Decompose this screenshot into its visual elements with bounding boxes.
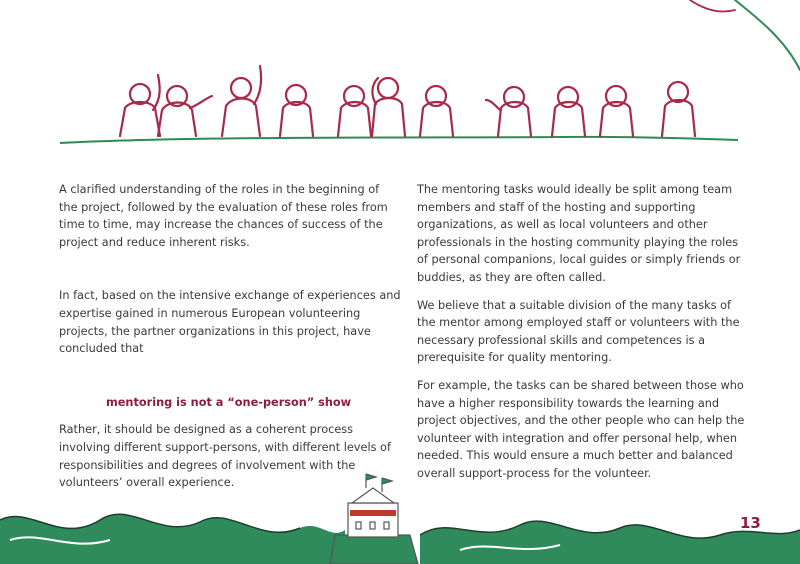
ground-line — [60, 137, 738, 143]
person-figure — [222, 66, 261, 136]
person-figure — [486, 87, 531, 136]
person-figure — [600, 86, 633, 136]
left-paragraph-1: A clarified understanding of the roles in the beginning of the project, followed by the evaluation of these roles from time to time, may increase the chances of success of the project and reduce inherent risks. — [59, 183, 388, 249]
right-paragraph-2: We believe that a suitable division of the many tasks of the mentor among employed staff or volunteers with the necessary professional skills and competences is a prerequisite for quality mentoring. — [417, 298, 740, 365]
left-paragraph-3: Rather, it should be designed as a coherent process involving different support-persons, with different levels of responsibilities and degrees of involvement with the volunteers’ overall experience. — [59, 423, 391, 490]
right-column — [417, 181, 752, 483]
right-paragraph-1: The mentoring tasks would ideally be split among team members and staff of the hosting and supporting organizations, as well as local volunteers and other professionals in the hosting community playing the roles of personal companions, local guides or simply friends or buddies, as they are often called. — [417, 183, 741, 284]
person-figure — [120, 75, 160, 136]
person-figure — [420, 86, 453, 136]
callout-heading: mentoring is not a “one-person” show — [106, 395, 352, 409]
left-column — [59, 181, 401, 492]
person-figure — [552, 87, 585, 136]
person-figure — [158, 86, 212, 136]
people-figures — [120, 66, 695, 136]
person-figure — [280, 85, 313, 136]
corner-swirl — [690, 0, 800, 70]
right-paragraph-3: For example, the tasks can be shared between those who have a higher responsibility towards the learning and project objectives, and the other people who can help the volunteer with integration and offer personal help, when needed. This would ensure a much better and balanced overall support-process for the volunteer. — [417, 378, 745, 480]
person-figure — [338, 86, 371, 136]
person-figure — [372, 78, 405, 136]
person-figure — [662, 82, 695, 136]
left-paragraph-2: In fact, based on the intensive exchange of experiences and expertise gained in numerous European volunteering projects, the partner organizations in this project, have concluded that — [59, 289, 401, 356]
page-number: 13 — [740, 514, 761, 532]
